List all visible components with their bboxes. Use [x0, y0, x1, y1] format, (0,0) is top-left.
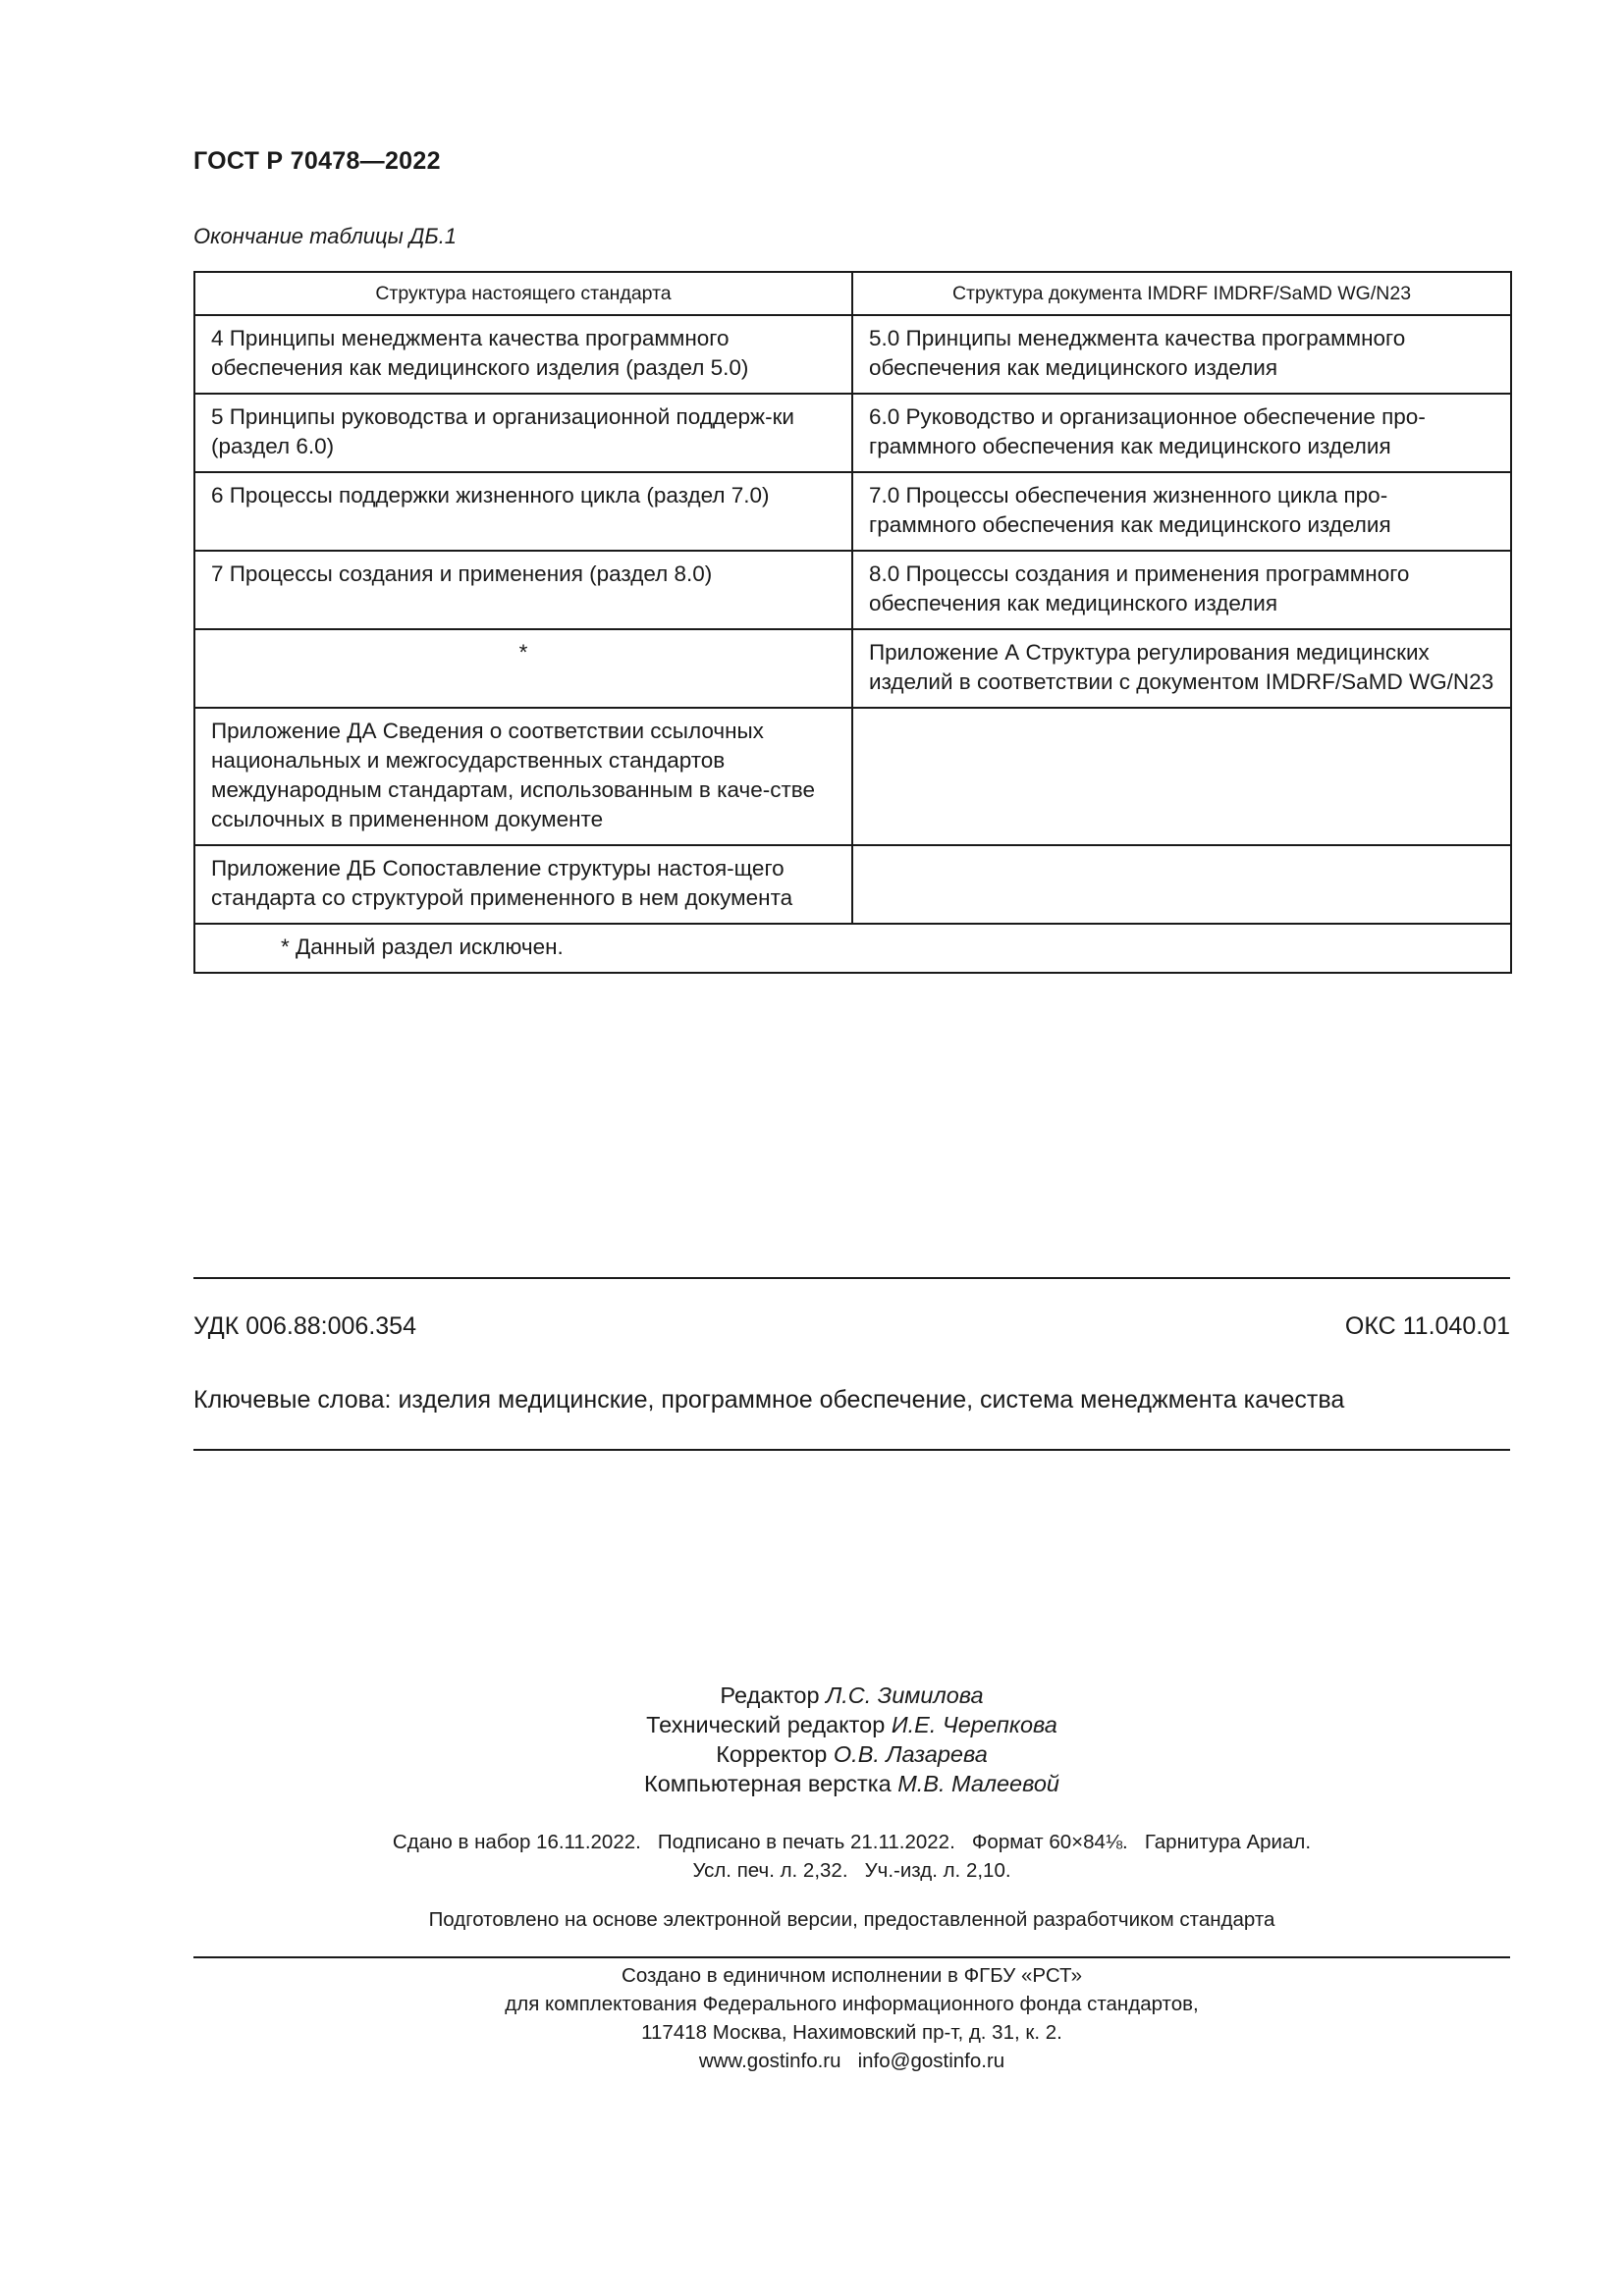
credit-editor: Редактор Л.С. Зимилова	[720, 1682, 984, 1708]
table-row	[194, 551, 1511, 629]
column-header: Структура настоящего стандарта	[194, 272, 852, 315]
table-cell: 6.0 Руководство и организационное обеспечение про-граммного обеспечения как медицинского изделия	[852, 394, 1511, 472]
table-cell: 7 Процессы создания и применения (раздел 8.0)	[194, 551, 852, 629]
table-row	[194, 845, 1511, 924]
print-info	[193, 1828, 1510, 1885]
keywords: Ключевые слова: изделия медицинские, программное обеспечение, система менеджмента качества	[193, 1386, 1345, 1414]
table-row	[194, 708, 1511, 845]
publisher-line: 117418 Москва, Нахимовский пр-т, д. 31, к. 2.	[641, 2021, 1062, 2044]
oks-code: ОКС 11.040.01	[1344, 1312, 1510, 1340]
publisher-contacts: www.gostinfo.ru info@gostinfo.ru	[698, 2050, 1005, 2072]
credit-layout: Компьютерная верстка М.В. Малеевой	[644, 1771, 1059, 1796]
table-footnote: * Данный раздел исключен.	[194, 924, 1511, 973]
table-row	[194, 315, 1511, 394]
table-cell	[852, 845, 1511, 924]
document-code: ГОСТ Р 70478—2022	[193, 147, 441, 175]
structure-comparison-table	[193, 271, 1512, 974]
udk-code: УДК 006.88:006.354	[193, 1312, 416, 1340]
excluded-marker-cell: *	[194, 629, 852, 708]
table-header-row	[194, 272, 1511, 315]
table-cell: Приложение А Структура регулирования медицинских изделий в соответствии с документом IMDRF/SaMD WG/N23	[852, 629, 1511, 708]
table-cell: 7.0 Процессы обеспечения жизненного цикла про-граммного обеспечения как медицинского изделия	[852, 472, 1511, 551]
table-cell: 5.0 Принципы менеджмента качества программного обеспечения как медицинского изделия	[852, 315, 1511, 394]
publisher-block	[193, 1961, 1510, 2075]
table-cell: 8.0 Процессы создания и применения программного обеспечения как медицинского изделия	[852, 551, 1511, 629]
prepared-note: Подготовлено на основе электронной версии, предоставленной разработчиком стандарта	[428, 1908, 1275, 1931]
table-caption: Окончание таблицы ДБ.1	[193, 224, 458, 248]
publisher-line: Создано в единичном исполнении в ФГБУ «РСТ»	[622, 1964, 1082, 1987]
table-cell: Приложение ДА Сведения о соответствии ссылочных национальных и межгосударственных стандартов международным стандартам, использованным в каче-стве ссылочных в примененном документе	[194, 708, 852, 845]
table-cell: 4 Принципы менеджмента качества программного обеспечения как медицинского изделия (раздел 5.0)	[194, 315, 852, 394]
credits-block	[193, 1681, 1510, 1798]
credit-tech-editor: Технический редактор И.Е. Черепкова	[646, 1712, 1057, 1737]
divider-top	[193, 1277, 1510, 1279]
table-cell: 6 Процессы поддержки жизненного цикла (раздел 7.0)	[194, 472, 852, 551]
table-cell	[852, 708, 1511, 845]
table-row	[194, 394, 1511, 472]
column-header: Структура документа IMDRF IMDRF/SaMD WG/N23	[852, 272, 1511, 315]
table-cell: 5 Принципы руководства и организационной поддерж-ки (раздел 6.0)	[194, 394, 852, 472]
table-row	[194, 472, 1511, 551]
divider-publisher	[193, 1956, 1510, 1958]
print-info-line: Усл. печ. л. 2,32. Уч.-изд. л. 2,10.	[692, 1859, 1011, 1882]
print-info-line: Сдано в набор 16.11.2022. Подписано в печать 21.11.2022. Формат 60×84⅛. Гарнитура Ариал.	[392, 1831, 1312, 1853]
table-cell: Приложение ДБ Сопоставление структуры настоя-щего стандарта со структурой примененного в нем документа	[194, 845, 852, 924]
credit-proofreader: Корректор О.В. Лазарева	[716, 1741, 988, 1767]
publisher-line: для комплектования Федерального информационного фонда стандартов,	[505, 1993, 1199, 2015]
divider-bottom	[193, 1449, 1510, 1451]
table-footnote-row	[194, 924, 1511, 973]
table-row	[194, 629, 1511, 708]
